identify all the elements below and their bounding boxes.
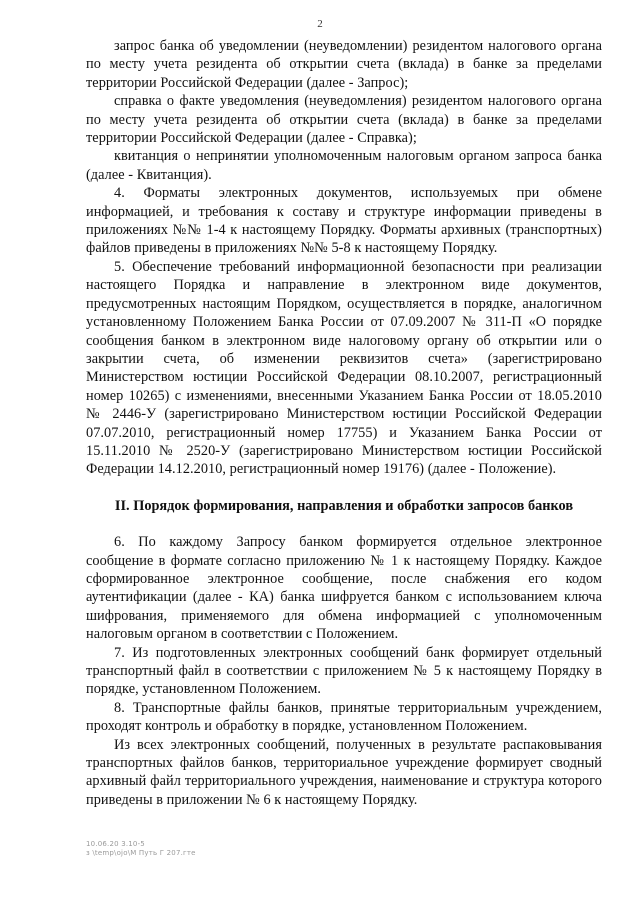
paragraph-5-security: 5. Обеспечение требований информационной безопасности при реализации настоящего Порядка и направление в электронном виде документов, предусмотренных настоящим Порядком, осуществляется в порядке, аналогичном установленному Положением Банка России от 07.09.2007 № 311-П «О порядке сообщения банком в электронном виде налоговому органу об открытии или о закрытии счета, об изменении реквизитов счета» (зарегистрировано Министерством юстиции Российской Федерации 08.10.2007, регистрационный номер 10265) с изменениями, внесенными Указанием Банка России от 18.05.2010 № 2446-У (зарегистрировано Министерством юстиции Российской Федерации 07.07.2010, регистрационный номер 17755) и Указанием Банка России от 15.11.2010 № 2520-У (зарегистрировано Министерством юстиции Российской Федерации 14.12.2010, регистрационный номер 19176) (далее - Положение).: [86, 258, 602, 478]
paragraph-6-messages: 6. По каждому Запросу банком формируется отдельное электронное сообщение в формате согласно приложению № 1 к настоящему Порядку. Каждое сформированное электронное сообщение, после снабжения его кодом аутентификации (далее - КА) банка шифруется банком с использованием ключа шифрования, применяемого для обмена информацией с уполномоченным налоговым органом в соответствии с Положением.: [86, 534, 602, 643]
footer-line-2: з \temp\ojo\M Путь Г 207.гтe: [86, 849, 196, 857]
paragraph-request: запрос банка об уведомлении (неуведомлении) резидентом налогового органа по месту учета резидента об открытии счета (вклада) в банке за пределами территории Российской Федерации (далее - Запрос);: [86, 38, 602, 91]
document-body: [86, 37, 602, 809]
paragraph-8-control: 8. Транспортные файлы банков, принятые территориальным учреждением, проходят контроль и обработку в порядке, установленном Положением.: [86, 699, 602, 735]
file-footer: [86, 840, 196, 858]
footer-line-1: 10.06.20 3.10-5: [86, 840, 145, 848]
paragraph-certificate: справка о факте уведомления (неуведомления) резидентом налогового органа по месту учета резидента об открытии счета (вклада) в банке за пределами территории Российской Федерации (далее - Справка);: [86, 93, 602, 147]
page-number: 2: [317, 18, 323, 30]
section-heading: II. Порядок формирования, направления и обработки запросов банков: [114, 497, 574, 514]
paragraph-summary-archive: Из всех электронных сообщений, полученных в результате распаковывания транспортных файлов банков, территориальное учреждение формирует сводный архивный файл территориального учреждения, наименование и структура которого приведены в приложении № 6 к настоящему Порядку.: [86, 736, 602, 808]
paragraph-7-transport-file: 7. Из подготовленных электронных сообщений банк формирует отдельный транспортный файл в соответствии с приложением № 5 к настоящему Порядку в порядке, установленном Положением.: [86, 644, 602, 698]
paragraph-4-formats: 4. Форматы электронных документов, используемых при обмене информацией, и требования к составу и структуре информации приведены в приложениях №№ 1-4 к настоящему Порядку. Форматы архивных (транспортных) файлов приведены в приложениях №№ 5-8 к настоящему Порядку.: [86, 185, 602, 257]
paragraph-receipt: квитанция о непринятии уполномоченным налоговым органом запроса банка (далее - Квитанция).: [86, 148, 602, 183]
